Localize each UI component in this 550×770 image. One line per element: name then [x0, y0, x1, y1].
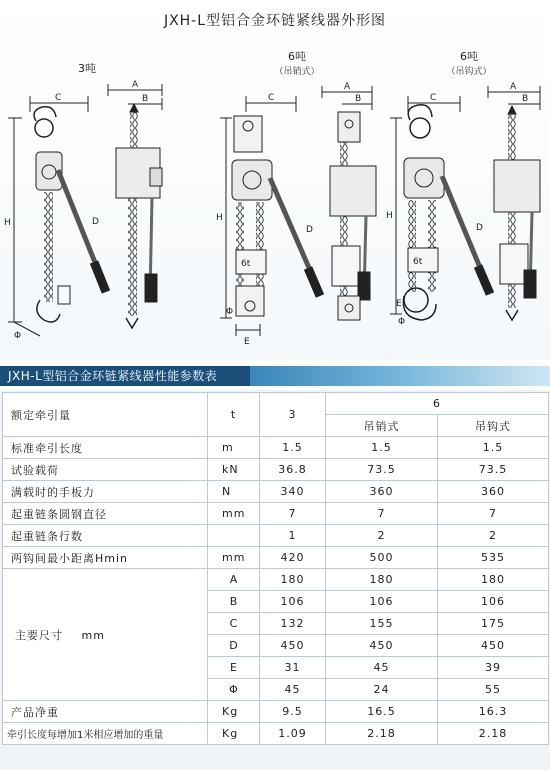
table-row — [3, 547, 549, 569]
drawing-capacity: 3吨 — [78, 62, 96, 75]
cell-3t: 1.09 — [260, 723, 326, 745]
row-unit: Kg — [208, 701, 260, 723]
row-param: 牵引长度每增加1米相应增加的重量 — [3, 723, 208, 745]
cell-6t-pin: 73.5 — [326, 459, 438, 481]
dim-label-d: D — [476, 223, 483, 233]
cell-3t: 106 — [260, 591, 326, 613]
header-sub-hook: 吊钩式 — [438, 415, 549, 437]
cell-3t: 340 — [260, 481, 326, 503]
header-unit: t — [208, 393, 260, 437]
dim-label-a: A — [132, 80, 139, 90]
dim-label-c: C — [430, 93, 437, 103]
dim-label-b: B — [355, 94, 362, 104]
cell-3t: 9.5 — [260, 701, 326, 723]
cell-3t: 1 — [260, 525, 326, 547]
row-param: 标准牵引长度 — [3, 437, 208, 459]
header-param: 额定牵引量 — [3, 393, 208, 437]
dim-label-6t: 6t — [413, 257, 423, 267]
dim-label-h: H — [216, 213, 223, 223]
cell-6t-pin: 16.5 — [326, 701, 438, 723]
row-unit: mm — [208, 547, 260, 569]
drawing-capacity: 6吨 — [288, 50, 306, 63]
table-row — [3, 701, 549, 723]
cell-3t: 1.5 — [260, 437, 326, 459]
cell-6t-pin: 450 — [326, 635, 438, 657]
cell-6t-pin: 1.5 — [326, 437, 438, 459]
cell-6t-hook: 175 — [438, 613, 549, 635]
cell-6t-hook: 1.5 — [438, 437, 549, 459]
cell-6t-hook: 360 — [438, 481, 549, 503]
header-col-3t: 3 — [260, 393, 326, 437]
dim-label-c: C — [268, 93, 275, 103]
dimension-group-label — [3, 569, 208, 701]
cell-6t-hook: 535 — [438, 547, 549, 569]
cell-6t-pin: 2 — [326, 525, 438, 547]
cell-6t-pin: 24 — [326, 679, 438, 701]
cell-6t-pin: 500 — [326, 547, 438, 569]
drawing-6t-pin — [220, 86, 376, 336]
cell-6t-hook: 16.3 — [438, 701, 549, 723]
dim-label-e: E — [396, 299, 402, 309]
cell-6t-hook: 180 — [438, 569, 549, 591]
dim-label-d: D — [92, 217, 99, 227]
cell-6t-hook: 73.5 — [438, 459, 549, 481]
table-row — [3, 437, 549, 459]
cell-6t-pin: 2.18 — [326, 723, 438, 745]
row-unit: Kg — [208, 723, 260, 745]
drawing-6t-hook — [390, 86, 540, 320]
drawing-subtitle: （吊销式） — [274, 67, 320, 77]
table-row — [3, 723, 549, 745]
cell-6t-pin: 7 — [326, 503, 438, 525]
section-title: JXH-L型铝合金环链紧线器性能参数表 — [0, 366, 250, 386]
dim-label-phi: Φ — [226, 307, 234, 317]
row-unit: m — [208, 437, 260, 459]
drawing-capacity: 6吨 — [460, 50, 478, 63]
dim-label-b: B — [522, 94, 529, 104]
cell-6t-pin: 106 — [326, 591, 438, 613]
cell-6t-hook: 2 — [438, 525, 549, 547]
header-col-6t: 6 — [326, 393, 549, 415]
table-row — [3, 503, 549, 525]
dimension-key: E — [208, 657, 260, 679]
cell-6t-hook: 450 — [438, 635, 549, 657]
page-title: JXH-L型铝合金环链紧线器外形图 — [163, 13, 387, 29]
dim-label-6t: 6t — [241, 259, 251, 269]
dimension-key: Φ — [208, 679, 260, 701]
row-unit: mm — [208, 503, 260, 525]
cell-6t-pin: 360 — [326, 481, 438, 503]
cell-6t-hook: 7 — [438, 503, 549, 525]
row-param: 试验载荷 — [3, 459, 208, 481]
row-unit — [208, 525, 260, 547]
dimension-param: 主要尺寸 — [15, 628, 63, 642]
row-param: 满载时的手板力 — [3, 481, 208, 503]
cell-3t: 45 — [260, 679, 326, 701]
dim-label-d: D — [306, 225, 313, 235]
cell-3t: 450 — [260, 635, 326, 657]
row-param: 两钩间最小距离Hmin — [3, 547, 208, 569]
dimension-key: A — [208, 569, 260, 591]
table-row — [3, 481, 549, 503]
cell-6t-pin: 45 — [326, 657, 438, 679]
cell-3t: 36.8 — [260, 459, 326, 481]
cell-3t: 180 — [260, 569, 326, 591]
row-param: 产品净重 — [3, 701, 208, 723]
row-param: 起重链条圆钢直径 — [3, 503, 208, 525]
row-unit: kN — [208, 459, 260, 481]
dim-label-phi: Φ — [14, 331, 22, 341]
dim-label-b: B — [142, 94, 149, 104]
dimension-unit: mm — [81, 628, 105, 642]
row-unit: N — [208, 481, 260, 503]
dim-label-a: A — [344, 82, 351, 92]
cell-6t-hook: 39 — [438, 657, 549, 679]
table-row — [3, 525, 549, 547]
cell-3t: 31 — [260, 657, 326, 679]
spec-table — [2, 392, 549, 745]
drawing-3t — [8, 84, 162, 336]
dim-label-h: H — [386, 211, 393, 221]
dimension-key: D — [208, 635, 260, 657]
dim-label-e: E — [244, 337, 250, 347]
header-sub-pin: 吊销式 — [326, 415, 438, 437]
row-param: 起重链条行数 — [3, 525, 208, 547]
cell-3t: 420 — [260, 547, 326, 569]
cell-3t: 132 — [260, 613, 326, 635]
table-header-row — [3, 393, 549, 415]
spec-table-panel — [0, 390, 550, 770]
drawing-subtitle: （吊钩式） — [446, 67, 492, 77]
dimension-key: B — [208, 591, 260, 613]
technical-drawings — [0, 0, 550, 360]
dim-label-a: A — [510, 82, 517, 92]
cell-6t-pin: 155 — [326, 613, 438, 635]
cell-6t-hook: 106 — [438, 591, 549, 613]
cell-3t: 7 — [260, 503, 326, 525]
table-row — [3, 459, 549, 481]
dim-label-h: H — [4, 218, 11, 228]
dim-label-c: C — [55, 93, 62, 103]
cell-6t-hook: 55 — [438, 679, 549, 701]
dimension-key: C — [208, 613, 260, 635]
cell-6t-hook: 2.18 — [438, 723, 549, 745]
cell-6t-pin: 180 — [326, 569, 438, 591]
dim-label-phi: Φ — [398, 317, 406, 327]
table-row-dimension — [3, 569, 549, 591]
